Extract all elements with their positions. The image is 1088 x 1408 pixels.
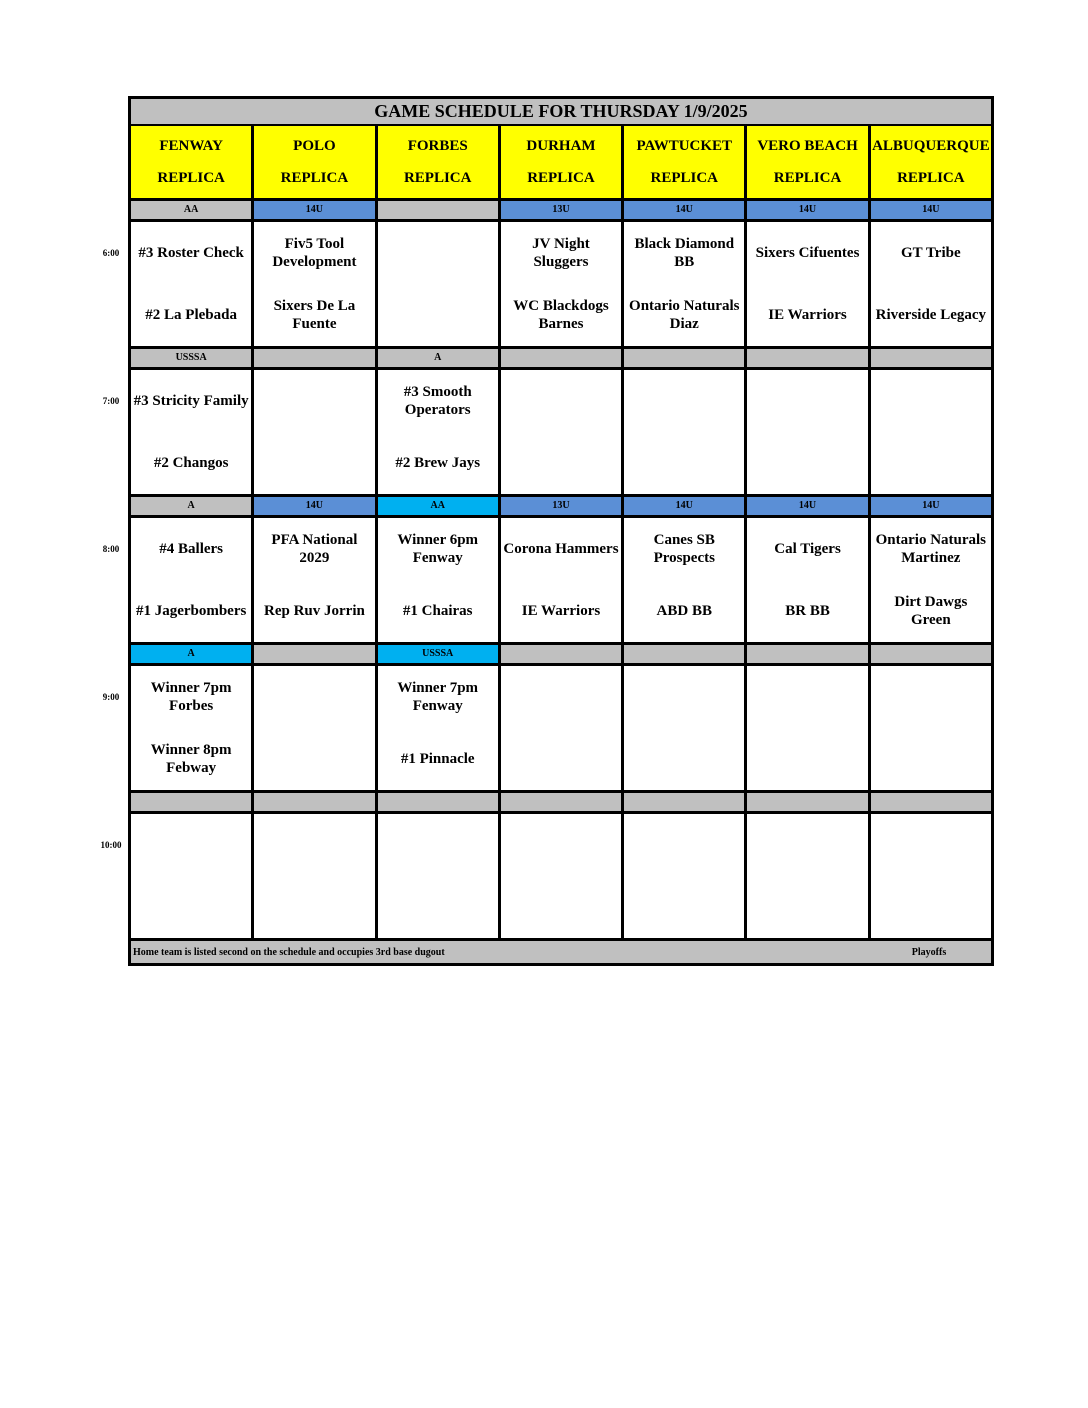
division-label [501, 793, 624, 811]
home-team [501, 432, 621, 494]
game-cell [501, 814, 624, 938]
game-cell [131, 518, 254, 642]
field-header-vero-beach [747, 126, 870, 198]
division-label [131, 793, 254, 811]
playoffs-label: Playoffs [911, 946, 947, 958]
home-team [501, 876, 621, 938]
division-row [131, 793, 991, 814]
field-name: FENWAY [159, 137, 223, 154]
home-team [624, 876, 744, 938]
field-subtitle: REPLICA [403, 169, 472, 186]
game-cell [131, 222, 254, 346]
game-cell [254, 814, 377, 938]
division-label [501, 349, 624, 367]
away-team: JV Night Sluggers [532, 236, 590, 270]
home-team: #2 La Plebada [145, 307, 237, 323]
away-team: Black Diamond BB [634, 236, 735, 270]
game-cell [131, 814, 254, 938]
game-cell [254, 518, 377, 642]
field-subtitle: REPLICA [773, 169, 842, 186]
home-team: #2 Changos [153, 455, 229, 471]
time-slots [131, 201, 991, 941]
division-label: 14U [747, 201, 870, 219]
schedule-title: GAME SCHEDULE FOR THURSDAY 1/9/2025 [131, 99, 991, 126]
game-cell [254, 370, 377, 494]
division-label: AA [131, 201, 254, 219]
away-team: Ontario Naturals Martinez [875, 532, 987, 566]
field-subtitle: REPLICA [897, 169, 965, 186]
away-team [624, 666, 744, 728]
home-team: Ontario Naturals Diaz [629, 298, 740, 332]
division-label [624, 349, 747, 367]
game-cell [871, 518, 991, 642]
away-team: #3 Roster Check [138, 245, 244, 261]
game-cell [378, 814, 501, 938]
field-subtitle: REPLICA [650, 169, 719, 186]
field-subtitle: REPLICA [280, 169, 349, 186]
game-cell [747, 370, 870, 494]
game-cell [871, 814, 991, 938]
game-cell [131, 666, 254, 790]
division-label: 14U [254, 201, 377, 219]
division-label [624, 645, 747, 663]
time-label: 9:00 [102, 691, 120, 702]
away-team: Sixers Cifuentes [755, 245, 860, 261]
game-row [131, 666, 991, 793]
time-label: 8:00 [102, 543, 120, 554]
home-team: Winner 8pm Febway [150, 742, 232, 776]
away-team [747, 666, 867, 728]
home-team [378, 876, 498, 938]
game-cell [378, 666, 501, 790]
away-team: #3 Smooth Operators [403, 384, 472, 418]
game-cell [747, 222, 870, 346]
away-team: Fiv5 Tool Development [272, 236, 357, 270]
division-label: 13U [501, 497, 624, 515]
away-team [501, 370, 621, 432]
home-team: ABD BB [656, 603, 712, 619]
home-team [254, 876, 374, 938]
division-label [871, 793, 991, 811]
game-cell [131, 370, 254, 494]
footer-bar [131, 941, 991, 963]
division-label [254, 793, 377, 811]
home-team: Sixers De La Fuente [273, 298, 356, 332]
home-team: #2 Brew Jays [395, 455, 481, 471]
field-name: ALBUQUERQUE [872, 137, 990, 154]
home-team [747, 728, 867, 790]
game-cell [378, 222, 501, 346]
field-name: PAWTUCKET [636, 137, 733, 154]
game-cell [624, 814, 747, 938]
division-label [871, 349, 991, 367]
division-label [378, 201, 501, 219]
home-team [131, 876, 251, 938]
field-header-pawtucket [624, 126, 747, 198]
away-team [871, 370, 991, 432]
game-cell [871, 666, 991, 790]
division-label: 14U [624, 497, 747, 515]
home-team [747, 432, 867, 494]
home-team: BR BB [785, 603, 830, 619]
game-row [131, 814, 991, 941]
home-team [624, 728, 744, 790]
division-label: 14U [624, 201, 747, 219]
schedule-table [128, 96, 994, 966]
footer-note: Home team is listed second on the schedule and occupies 3rd base dugout [133, 946, 445, 958]
time-label: 6:00 [102, 247, 120, 258]
home-team: #1 Chairas [402, 603, 473, 619]
game-cell [501, 666, 624, 790]
field-header-row [131, 126, 991, 201]
away-team: PFA National 2029 [271, 532, 358, 566]
field-header-fenway [131, 126, 254, 198]
away-team [501, 666, 621, 728]
home-team [871, 728, 991, 790]
field-header-albuquerque [871, 126, 991, 198]
away-team: Cal Tigers [774, 541, 841, 557]
home-team: IE Warriors [521, 603, 601, 619]
home-team [871, 876, 991, 938]
home-team [254, 432, 374, 494]
game-cell [254, 222, 377, 346]
game-cell [501, 518, 624, 642]
game-cell [624, 222, 747, 346]
field-subtitle: REPLICA [157, 169, 225, 186]
game-cell [501, 222, 624, 346]
division-label [747, 645, 870, 663]
away-team: Canes SB Prospects [653, 532, 715, 566]
game-row [131, 370, 991, 497]
game-row [131, 222, 991, 349]
away-team [624, 370, 744, 432]
division-label [871, 645, 991, 663]
home-team: IE Warriors [768, 307, 847, 323]
home-team [501, 728, 621, 790]
away-team [871, 814, 991, 876]
away-team [378, 222, 498, 284]
division-row [131, 645, 991, 666]
division-row [131, 201, 991, 222]
home-team [378, 284, 498, 346]
away-team [624, 814, 744, 876]
away-team [378, 814, 498, 876]
division-label: AA [378, 497, 501, 515]
division-label: USSSA [378, 645, 501, 663]
away-team [131, 814, 251, 876]
division-label [254, 349, 377, 367]
field-name: POLO [293, 137, 336, 154]
away-team: GT Tribe [901, 245, 961, 261]
away-team: Winner 7pm Fenway [397, 680, 479, 714]
game-cell [747, 518, 870, 642]
game-cell [871, 222, 991, 346]
time-label: 10:00 [100, 839, 122, 850]
game-cell [378, 370, 501, 494]
game-cell [624, 370, 747, 494]
division-label: 14U [871, 497, 991, 515]
home-team: #1 Jagerbombers [135, 603, 247, 619]
division-label [378, 793, 501, 811]
game-cell [378, 518, 501, 642]
division-label: 13U [501, 201, 624, 219]
away-team [501, 814, 621, 876]
game-cell [624, 518, 747, 642]
away-team: #4 Ballers [159, 541, 224, 557]
division-label [624, 793, 747, 811]
away-team: Corona Hammers [503, 541, 619, 557]
home-team [747, 876, 867, 938]
home-team [871, 432, 991, 494]
home-team: Riverside Legacy [875, 307, 987, 323]
away-team: #3 Stricity Family [133, 393, 249, 409]
time-label: 7:00 [102, 395, 120, 406]
home-team: WC Blackdogs Barnes [513, 298, 609, 332]
home-team: Rep Ruv Jorrin [264, 603, 365, 619]
game-row [131, 518, 991, 645]
game-cell [624, 666, 747, 790]
division-label [747, 793, 870, 811]
away-team [254, 666, 374, 728]
division-label: 14U [871, 201, 991, 219]
division-label: 14U [254, 497, 377, 515]
field-name: VERO BEACH [757, 137, 858, 154]
division-label: A [131, 497, 254, 515]
field-header-polo [254, 126, 377, 198]
away-team [871, 666, 991, 728]
division-row [131, 497, 991, 518]
game-cell [254, 666, 377, 790]
home-team [624, 432, 744, 494]
away-team: Winner 6pm Fenway [397, 532, 479, 566]
division-label [254, 645, 377, 663]
away-team [747, 370, 867, 432]
division-label [747, 349, 870, 367]
field-header-durham [501, 126, 624, 198]
field-name: FORBES [407, 137, 468, 154]
division-label: A [131, 645, 254, 663]
home-team [254, 728, 374, 790]
division-label: 14U [747, 497, 870, 515]
field-name: DURHAM [526, 137, 596, 154]
home-team: #1 Pinnacle [400, 751, 475, 767]
game-cell [871, 370, 991, 494]
division-label: A [378, 349, 501, 367]
away-team: Winner 7pm Forbes [150, 680, 232, 714]
game-cell [747, 814, 870, 938]
field-subtitle: REPLICA [527, 169, 595, 186]
game-cell [747, 666, 870, 790]
division-row [131, 349, 991, 370]
game-cell [501, 370, 624, 494]
field-header-forbes [378, 126, 501, 198]
away-team [747, 814, 867, 876]
home-team: Dirt Dawgs Green [894, 594, 968, 628]
away-team [254, 370, 374, 432]
division-label: USSSA [131, 349, 254, 367]
division-label [501, 645, 624, 663]
away-team [254, 814, 374, 876]
